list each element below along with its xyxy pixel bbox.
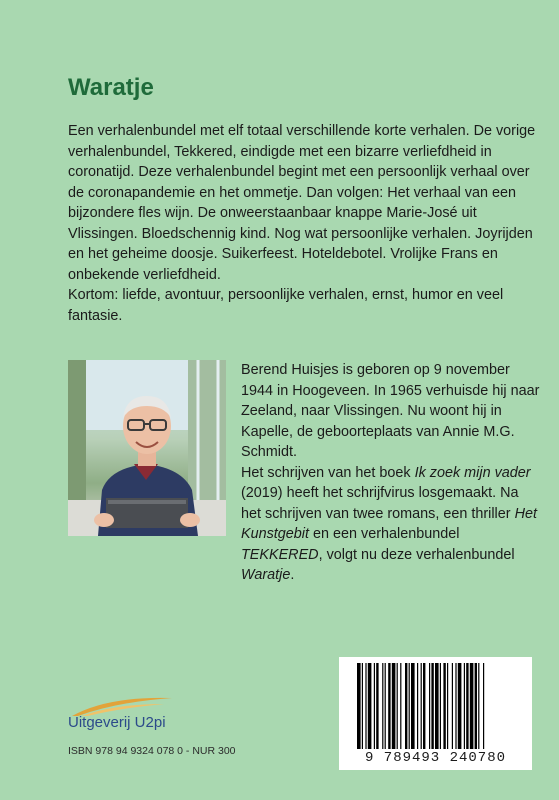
barcode-bar xyxy=(470,663,474,749)
book-reference: Waratje xyxy=(241,567,291,583)
barcode-bar xyxy=(455,663,456,749)
barcode-bar xyxy=(417,663,418,749)
barcode-bar xyxy=(447,663,448,749)
barcode-bar xyxy=(362,663,363,749)
book-reference: Het Kunstgebit xyxy=(241,505,537,542)
bio-paragraph: Het schrijven van het boek Ik zoek mijn vader (2019) heeft het schrijfvirus losgemaakt. Na het schrijven van twee romans, een thriller Het Kunstgebit en een verhalenbundel TEKKERED, volgt nu deze verhalenbundel Waratje. xyxy=(241,464,537,583)
barcode-bar xyxy=(452,663,453,749)
barcode-bar xyxy=(458,663,462,749)
publisher-logo xyxy=(68,694,268,734)
publisher-name: Uitgeverij U2pi xyxy=(68,714,166,731)
author-photo-image xyxy=(68,360,226,536)
barcode-bars xyxy=(339,657,532,752)
barcode-bar xyxy=(411,663,415,749)
barcode-bar xyxy=(400,663,401,749)
barcode-bar xyxy=(382,663,383,749)
barcode-bar xyxy=(464,663,465,749)
barcode-bar xyxy=(435,663,439,749)
barcode-bar xyxy=(409,663,410,749)
isbn-barcode xyxy=(339,657,532,770)
back-cover-blurb xyxy=(68,121,538,326)
barcode-bar xyxy=(423,663,425,749)
book-reference: TEKKERED xyxy=(241,546,319,563)
barcode-bar xyxy=(365,663,366,749)
book-reference: Ik zoek mijn vader xyxy=(414,464,531,481)
barcode-bar xyxy=(421,663,422,749)
barcode-bar xyxy=(431,663,433,749)
barcode-number: 9 789493 240780 xyxy=(364,750,507,766)
barcode-bar xyxy=(440,663,441,749)
barcode-bar xyxy=(385,663,386,749)
blurb-paragraph: Een verhalenbundel met elf totaal verschillende korte verhalen. De vorige verhalenbundel, Tekkered, eindigde met een bizarre verliefdheid in coronatijd. Deze verhalenbundel begint met een persoonlijk verhaal over de coronapandemie en het ommetje. Dan volgen: Het verhaal van een bijzondere fles wijn. De onweerstaanbaar knappe Marie-José uit Vlissingen. Bloedschennig kind. Nog wat persoonlijke verhalen. Joyrijden en het geheime doosje. Suikerfeest. Hoteldebotel. Vrolijke Frans en onbekende verliefdheid. xyxy=(68,123,536,283)
barcode-bar xyxy=(478,663,479,749)
barcode-bar xyxy=(475,663,477,749)
book-title: Waratje xyxy=(68,74,154,101)
barcode-bar xyxy=(376,663,378,749)
author-photo xyxy=(68,360,226,536)
barcode-bar xyxy=(392,663,396,749)
barcode-bar xyxy=(357,663,361,749)
barcode-bar xyxy=(466,663,468,749)
blurb-paragraph: Kortom: liefde, avontuur, persoonlijke verhalen, ernst, humor en veel fantasie. xyxy=(68,287,504,324)
barcode-bar xyxy=(483,663,484,749)
barcode-bar xyxy=(368,663,372,749)
isbn-line: ISBN 978 94 9324 078 0 - NUR 300 xyxy=(68,745,236,757)
barcode-bar xyxy=(374,663,375,749)
author-bio xyxy=(241,360,541,586)
barcode-bar xyxy=(388,663,390,749)
barcode-bar xyxy=(397,663,398,749)
barcode-bar xyxy=(405,663,407,749)
barcode-bar xyxy=(443,663,445,749)
barcode-bar xyxy=(429,663,430,749)
bio-paragraph: Berend Huisjes is geboren op 9 november 1944 in Hoogeveen. In 1965 verhuisde hij naar Zeeland, naar Vlissingen. Nu woont hij in Kapelle, de geboorteplaats van Annie M.G. Schmidt. xyxy=(241,362,540,460)
